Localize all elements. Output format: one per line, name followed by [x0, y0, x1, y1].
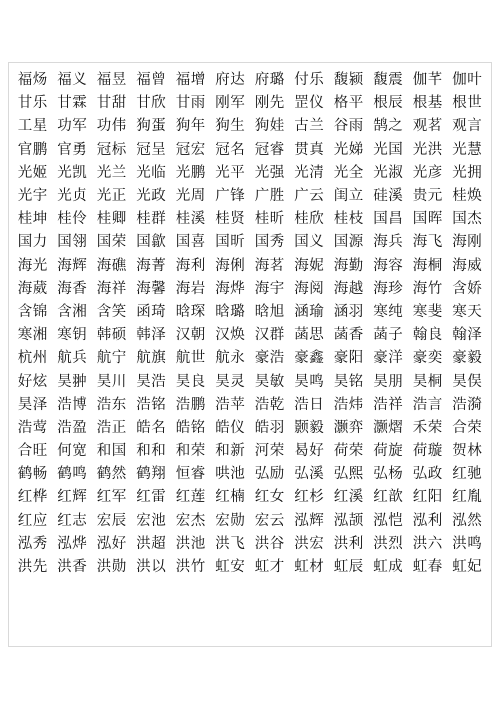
name-cell: 虹春	[412, 559, 443, 576]
name-cell: 海烨	[215, 280, 246, 297]
name-cell: 甘霖	[57, 95, 88, 112]
name-cell: 光贞	[57, 188, 88, 205]
name-cell: 红应	[17, 512, 48, 529]
name-cell: 红女	[254, 489, 285, 506]
name-cell: 狗生	[215, 118, 246, 135]
name-cell: 贺林	[452, 443, 483, 460]
name-cell: 鹤鸣	[57, 466, 88, 483]
name-cell: 贵元	[412, 188, 443, 205]
name-cell: 桂群	[136, 211, 167, 228]
name-cell: 皓羽	[254, 419, 285, 436]
name-cell: 冠标	[96, 141, 127, 158]
name-cell: 桂焕	[452, 188, 483, 205]
name-cell: 荷璇	[412, 443, 443, 460]
name-cell: 甘欣	[136, 95, 167, 112]
name-cell: 硅溪	[373, 188, 404, 205]
name-cell: 红桦	[17, 489, 48, 506]
name-cell: 泓秀	[17, 535, 48, 552]
name-cell: 浩铭	[136, 396, 167, 413]
name-cell: 根基	[412, 95, 443, 112]
name-cell: 伽芊	[412, 72, 443, 89]
name-cell: 鹤翔	[136, 466, 167, 483]
name-cell: 海珍	[373, 280, 404, 297]
name-cell: 昊桐	[412, 373, 443, 390]
name-cell: 泓利	[412, 512, 443, 529]
name-cell: 府达	[215, 72, 246, 89]
name-cell: 合荣	[452, 419, 483, 436]
name-cell: 荷荣	[333, 443, 364, 460]
name-cell: 海菁	[136, 257, 167, 274]
name-cell: 冠宏	[175, 141, 206, 158]
name-cell: 馥震	[373, 72, 404, 89]
name-cell: 寒湘	[17, 327, 48, 344]
name-cell: 海岩	[175, 280, 206, 297]
name-cell: 谷雨	[333, 118, 364, 135]
name-cell: 皓仪	[215, 419, 246, 436]
name-cell: 汉群	[254, 327, 285, 344]
name-cell: 红歆	[373, 489, 404, 506]
name-cell: 豪浩	[254, 350, 285, 367]
name-cell: 颢毅	[294, 419, 325, 436]
name-cell: 贯真	[294, 141, 325, 158]
name-cell: 浩正	[96, 419, 127, 436]
name-cell: 海刚	[452, 234, 483, 251]
name-cell: 海俐	[215, 257, 246, 274]
name-cell: 狗娃	[254, 118, 285, 135]
name-cell: 弘励	[254, 466, 285, 483]
name-cell: 观茗	[412, 118, 443, 135]
name-cell: 狗蛋	[136, 118, 167, 135]
name-cell: 红驰	[452, 466, 483, 483]
name-cell: 虹妃	[452, 559, 483, 576]
name-cell: 广锋	[215, 188, 246, 205]
name-cell: 光兰	[96, 164, 127, 181]
name-cell: 洪宏	[294, 535, 325, 552]
name-cell: 古兰	[294, 118, 325, 135]
name-cell: 府璐	[254, 72, 285, 89]
name-cell: 甘乐	[17, 95, 48, 112]
name-cell: 工星	[17, 118, 48, 135]
name-cell: 昊泽	[17, 396, 48, 413]
name-cell: 甘雨	[175, 95, 206, 112]
name-cell: 福曾	[136, 72, 167, 89]
name-cell: 晗璐	[215, 303, 246, 320]
name-cell: 洪烈	[373, 535, 404, 552]
name-cell: 翰泽	[452, 327, 483, 344]
name-cell: 豪毅	[452, 350, 483, 367]
name-cell: 皓铭	[175, 419, 206, 436]
name-cell: 洪先	[17, 559, 48, 576]
name-cell: 洪勋	[96, 559, 127, 576]
name-cell: 光凯	[57, 164, 88, 181]
name-cell: 国义	[294, 234, 325, 251]
name-cell: 海桐	[412, 257, 443, 274]
name-cell: 海容	[373, 257, 404, 274]
name-cell: 汉焕	[215, 327, 246, 344]
name-cell: 泓恺	[373, 512, 404, 529]
name-cell: 灏熠	[373, 419, 404, 436]
name-cell: 海竹	[412, 280, 443, 297]
name-cell: 昊敏	[254, 373, 285, 390]
name-cell: 功军	[57, 118, 88, 135]
name-cell: 桂卿	[96, 211, 127, 228]
name-cell: 官鹏	[17, 141, 48, 158]
name-cell: 菡思	[294, 327, 325, 344]
name-cell: 菡香	[333, 327, 364, 344]
name-cell: 根世	[452, 95, 483, 112]
name-cell: 光淑	[373, 164, 404, 181]
name-cell: 国源	[333, 234, 364, 251]
name-cell: 宏池	[136, 512, 167, 529]
name-cell: 海辉	[57, 257, 88, 274]
name-cell: 泓好	[96, 535, 127, 552]
name-cell: 光彦	[412, 164, 443, 181]
name-cell: 昊朋	[373, 373, 404, 390]
name-cell: 国喜	[175, 234, 206, 251]
name-cell: 含锦	[17, 303, 48, 320]
name-cell: 洪以	[136, 559, 167, 576]
name-cell: 含娇	[452, 280, 483, 297]
name-cell: 国晖	[412, 211, 443, 228]
name-cell: 函琦	[136, 303, 167, 320]
name-cell: 鹤然	[96, 466, 127, 483]
name-cell: 伽叶	[452, 72, 483, 89]
name-cell: 国昌	[373, 211, 404, 228]
name-cell: 浩莺	[17, 419, 48, 436]
name-cell: 泓然	[452, 512, 483, 529]
name-cell: 昊浩	[136, 373, 167, 390]
name-cell: 海祥	[96, 280, 127, 297]
name-cell: 航兵	[57, 350, 88, 367]
name-cell: 虹辰	[333, 559, 364, 576]
name-cell: 昊鸣	[294, 373, 325, 390]
name-cell: 海茗	[254, 257, 285, 274]
name-cell: 何宽	[57, 443, 88, 460]
name-cell: 海飞	[412, 234, 443, 251]
name-cell: 桂贤	[215, 211, 246, 228]
name-cell: 寒纯	[373, 303, 404, 320]
name-cell: 根辰	[373, 95, 404, 112]
name-cell: 洪鸣	[452, 535, 483, 552]
name-cell: 国昕	[215, 234, 246, 251]
name-cell: 昊翀	[57, 373, 88, 390]
name-cell: 洪超	[136, 535, 167, 552]
name-cell: 国秀	[254, 234, 285, 251]
name-cell: 福义	[57, 72, 88, 89]
name-cell: 虹安	[215, 559, 246, 576]
name-cell: 红莲	[175, 489, 206, 506]
name-cell: 海香	[57, 280, 88, 297]
name-cell: 红军	[96, 489, 127, 506]
name-cell: 浩盈	[57, 419, 88, 436]
name-cell: 昊灵	[215, 373, 246, 390]
name-cell: 红杉	[294, 489, 325, 506]
name-cell: 桂欣	[294, 211, 325, 228]
name-cell: 涵羽	[333, 303, 364, 320]
name-cell: 海葳	[17, 280, 48, 297]
name-cell: 弘杨	[373, 466, 404, 483]
name-cell: 桂伶	[57, 211, 88, 228]
name-cell: 红志	[57, 512, 88, 529]
name-cell: 光洪	[412, 141, 443, 158]
name-cell: 豪鑫	[294, 350, 325, 367]
name-cell: 鹤畅	[17, 466, 48, 483]
name-grid	[13, 67, 487, 577]
name-cell: 合旺	[17, 443, 48, 460]
name-cell: 含湘	[57, 303, 88, 320]
name-cell: 宏云	[254, 512, 285, 529]
name-cell: 涵瑜	[294, 303, 325, 320]
name-cell: 豪洋	[373, 350, 404, 367]
name-cell: 红辉	[57, 489, 88, 506]
name-cell: 浩日	[294, 396, 325, 413]
name-cell: 光姬	[17, 164, 48, 181]
name-cell: 桂枝	[333, 211, 364, 228]
name-cell: 洪谷	[254, 535, 285, 552]
name-cell: 航旗	[136, 350, 167, 367]
name-cell: 荷旋	[373, 443, 404, 460]
name-cell: 光平	[215, 164, 246, 181]
name-cell: 浩乾	[254, 396, 285, 413]
name-cell: 光慧	[452, 141, 483, 158]
name-cell: 浩祥	[373, 396, 404, 413]
name-cell: 宏勋	[215, 512, 246, 529]
name-cell: 冠睿	[254, 141, 285, 158]
name-cell: 国荣	[96, 234, 127, 251]
name-cell: 红胤	[452, 489, 483, 506]
name-cell: 广云	[294, 188, 325, 205]
name-cell: 光国	[373, 141, 404, 158]
name-cell: 闺立	[333, 188, 364, 205]
name-cell: 菡子	[373, 327, 404, 344]
name-cell: 海利	[175, 257, 206, 274]
name-cell: 广胜	[254, 188, 285, 205]
name-cell: 航宁	[96, 350, 127, 367]
name-cell: 浩炜	[333, 396, 364, 413]
name-cell: 洪竹	[175, 559, 206, 576]
name-cell: 哄池	[215, 466, 246, 483]
name-cell: 泓颉	[333, 512, 364, 529]
name-cell: 红楠	[215, 489, 246, 506]
name-cell: 国翎	[57, 234, 88, 251]
name-cell: 泓辉	[294, 512, 325, 529]
name-cell: 航世	[175, 350, 206, 367]
name-cell: 海宇	[254, 280, 285, 297]
name-cell: 航永	[215, 350, 246, 367]
name-cell: 观言	[452, 118, 483, 135]
name-cell: 红阳	[412, 489, 443, 506]
name-cell: 福昱	[96, 72, 127, 89]
name-cell: 曷好	[294, 443, 325, 460]
name-cell: 宏杰	[175, 512, 206, 529]
name-cell: 光全	[333, 164, 364, 181]
name-cell: 和和	[136, 443, 167, 460]
name-cell: 翰良	[412, 327, 443, 344]
name-cell: 光政	[136, 188, 167, 205]
name-cell: 洪池	[175, 535, 206, 552]
name-cell: 国杰	[452, 211, 483, 228]
name-cell: 海光	[17, 257, 48, 274]
name-cell: 宏辰	[96, 512, 127, 529]
name-cell: 恒睿	[175, 466, 206, 483]
name-cell: 海勤	[333, 257, 364, 274]
name-cell: 光正	[96, 188, 127, 205]
name-cell: 虹成	[373, 559, 404, 576]
name-cell: 刚先	[254, 95, 285, 112]
name-cell: 洪飞	[215, 535, 246, 552]
name-cell: 光拥	[452, 164, 483, 181]
name-cell: 海阅	[294, 280, 325, 297]
name-cell: 海馨	[136, 280, 167, 297]
name-cell: 寒斐	[412, 303, 443, 320]
name-cell: 韩硕	[96, 327, 127, 344]
name-cell: 浩漪	[452, 396, 483, 413]
name-cell: 好炫	[17, 373, 48, 390]
name-cell: 浩东	[96, 396, 127, 413]
name-cell: 红溪	[333, 489, 364, 506]
name-cell: 洪六	[412, 535, 443, 552]
name-cell: 光周	[175, 188, 206, 205]
name-cell: 冠呈	[136, 141, 167, 158]
name-cell: 红雷	[136, 489, 167, 506]
name-cell: 皓名	[136, 419, 167, 436]
name-cell: 浩鹏	[175, 396, 206, 413]
name-cell: 光临	[136, 164, 167, 181]
name-cell: 馥颍	[333, 72, 364, 89]
name-cell: 含笑	[96, 303, 127, 320]
name-cell: 罡仪	[294, 95, 325, 112]
name-list-page	[8, 62, 492, 647]
name-cell: 弘熙	[333, 466, 364, 483]
name-cell: 格平	[333, 95, 364, 112]
name-cell: 泓烨	[57, 535, 88, 552]
name-cell: 官勇	[57, 141, 88, 158]
name-cell: 海威	[452, 257, 483, 274]
name-cell: 禾荣	[412, 419, 443, 436]
name-cell: 海越	[333, 280, 364, 297]
name-cell: 海礁	[96, 257, 127, 274]
name-cell: 福炀	[17, 72, 48, 89]
name-cell: 晗旭	[254, 303, 285, 320]
name-cell: 虹材	[294, 559, 325, 576]
name-cell: 弘溪	[294, 466, 325, 483]
name-cell: 豪阳	[333, 350, 364, 367]
name-cell: 光娣	[333, 141, 364, 158]
name-cell: 晗琛	[175, 303, 206, 320]
name-cell: 国歙	[136, 234, 167, 251]
name-cell: 鹄之	[373, 118, 404, 135]
name-cell: 和国	[96, 443, 127, 460]
name-cell: 昊川	[96, 373, 127, 390]
name-cell: 洪利	[333, 535, 364, 552]
name-cell: 福增	[175, 72, 206, 89]
name-cell: 弘政	[412, 466, 443, 483]
name-cell: 杭州	[17, 350, 48, 367]
name-cell: 虹才	[254, 559, 285, 576]
name-cell: 和新	[215, 443, 246, 460]
name-cell: 光清	[294, 164, 325, 181]
name-cell: 豪奕	[412, 350, 443, 367]
name-cell: 和荣	[175, 443, 206, 460]
name-cell: 寒钥	[57, 327, 88, 344]
name-cell: 冠名	[215, 141, 246, 158]
name-cell: 光鹏	[175, 164, 206, 181]
name-cell: 河荣	[254, 443, 285, 460]
name-cell: 光宇	[17, 188, 48, 205]
name-cell: 洪香	[57, 559, 88, 576]
name-cell: 狗年	[175, 118, 206, 135]
name-cell: 甘甜	[96, 95, 127, 112]
name-cell: 昊良	[175, 373, 206, 390]
name-cell: 浩言	[412, 396, 443, 413]
name-cell: 光强	[254, 164, 285, 181]
name-cell: 浩苹	[215, 396, 246, 413]
name-cell: 功伟	[96, 118, 127, 135]
name-cell: 寒天	[452, 303, 483, 320]
name-cell: 浩博	[57, 396, 88, 413]
name-cell: 桂坤	[17, 211, 48, 228]
name-cell: 刚军	[215, 95, 246, 112]
name-cell: 昊俣	[452, 373, 483, 390]
name-cell: 灏弈	[333, 419, 364, 436]
name-cell: 海妮	[294, 257, 325, 274]
name-cell: 付乐	[294, 72, 325, 89]
name-cell: 海兵	[373, 234, 404, 251]
name-cell: 汉朝	[175, 327, 206, 344]
name-cell: 韩泽	[136, 327, 167, 344]
name-cell: 昊铭	[333, 373, 364, 390]
name-cell: 桂昕	[254, 211, 285, 228]
name-cell: 桂溪	[175, 211, 206, 228]
name-cell: 国力	[17, 234, 48, 251]
